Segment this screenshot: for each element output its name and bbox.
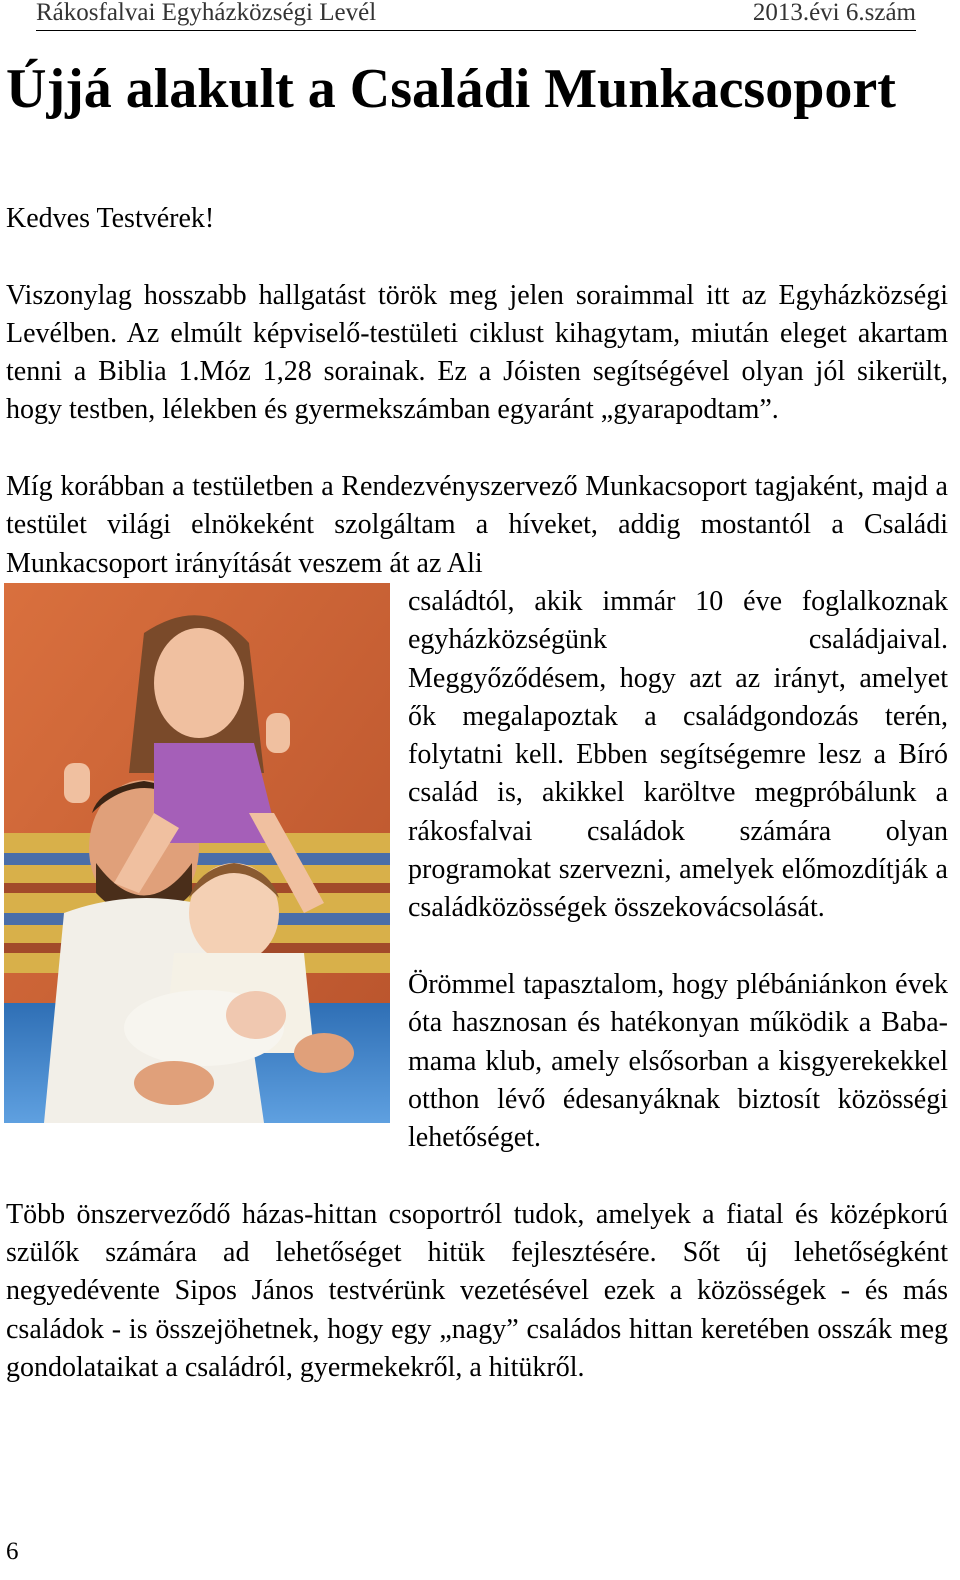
family-photo	[4, 583, 390, 1123]
paragraph-2-continued: családtól, akik immár 10 éve foglalkoznak egyházközségünk családjaival. Meggyőződésem, hogy azt az irányt, amelyet ők megalapoztak a családgondozás terén, folytatni kell. Ebben segítségemre lesz a Bíró család is, akikkel karöltve megpróbálunk a rákosfalvai családok számára olyan programokat szervezni, amelyek előmozdítják a családközösségek összekovácsolását.	[408, 585, 948, 924]
paragraph-2-start: Míg korábban a testületben a Rendezvényszervező Munkacsoport tagjaként, majd a testület világi elnökeként szolgáltam a híveket, addig mostantól a Családi Munkacsoport irányítását veszem át az Ali	[6, 471, 948, 579]
issue-number: 2013.évi 6.szám	[752, 0, 916, 26]
page-number: 6	[6, 1538, 19, 1565]
paragraph-3: Örömmel tapasztalom, hogy plébániánkon évek óta hasznosan és hatékonyan működik a Baba-mama klub, amely elsősorban a kisgyerekekkel otthon lévő édesanyáknak biztosít közösségi lehetőséget.	[408, 968, 948, 1154]
article	[6, 58, 948, 1387]
paragraph-4: Több önszerveződő házas-hittan csoportról tudok, amelyek a fiatal és középkorú szülők számára ad lehetőséget hitük fejlesztésére. Sőt új lehetőségként negyedévente Sipos János testvérünk vezetésével ezek a közösségek - és más családok - is összejöhetnek, hogy egy „nagy” családos hittan keretében osszák meg gondolataikat a családról, gyermekekről, a hitükről.	[6, 1198, 948, 1383]
running-header	[36, 0, 916, 31]
publication-name: Rákosfalvai Egyházközségi Levél	[36, 0, 377, 26]
greeting: Kedves Testvérek!	[6, 203, 215, 234]
article-title: Újjá alakult a Családi Munkacsoport	[6, 58, 896, 120]
paragraph-1: Viszonylag hosszabb hallgatást török meg jelen soraimmal itt az Egyházközségi Levélben. Az elmúlt képviselő-testületi ciklust kihagytam, miután eleget akartam tenni a Biblia 1.Móz 1,28 sorainak. Ez a Jóisten segítségével olyan jól sikerült, hogy testben, lélekben és gyermekszámban egyaránt „gyarapodtam”.	[6, 279, 948, 426]
